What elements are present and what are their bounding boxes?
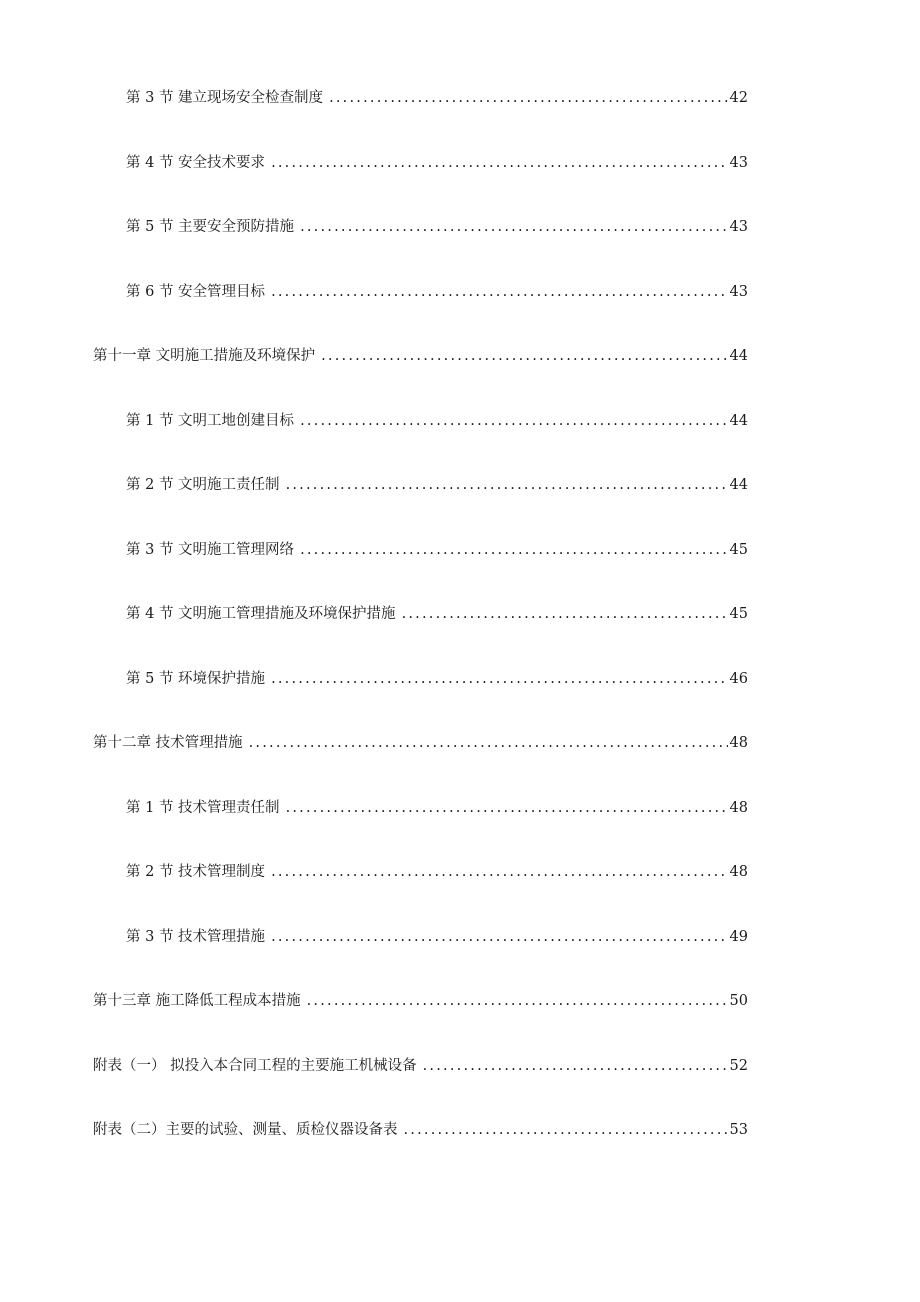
toc-page-number: 53 (729, 1122, 748, 1138)
toc-entry-title: 第 4 节 文明施工管理措施及环境保护措施 (126, 606, 396, 622)
toc-dot-leader (307, 989, 728, 1013)
toc-dot-leader (271, 151, 727, 175)
toc-entry[interactable] (126, 796, 748, 820)
toc-page-number: 44 (729, 348, 748, 364)
toc-entry[interactable] (126, 409, 748, 433)
toc-entry-title: 第十二章 技术管理措施 (93, 735, 243, 751)
toc-page-number: 43 (729, 284, 748, 300)
toc-dot-leader (423, 1054, 728, 1078)
toc-entry-title: 附表（二）主要的试验、测量、质检仪器设备表 (93, 1122, 398, 1138)
toc-entry-title: 第 1 节 文明工地创建目标 (126, 413, 295, 429)
toc-entry[interactable] (126, 667, 748, 691)
toc-entry[interactable] (126, 86, 748, 110)
toc-dot-leader (249, 731, 728, 755)
toc-entry[interactable] (126, 151, 748, 175)
toc-entry[interactable] (126, 602, 748, 626)
toc-dot-leader (321, 344, 727, 368)
toc-entry[interactable] (93, 731, 748, 755)
toc-dot-leader (300, 409, 727, 433)
toc-dot-leader (300, 215, 727, 239)
toc-page-number: 45 (729, 542, 748, 558)
toc-dot-leader (271, 860, 727, 884)
toc-page-number: 52 (729, 1058, 748, 1074)
toc-entry[interactable] (126, 538, 748, 562)
toc-entry[interactable] (126, 860, 748, 884)
toc-entry[interactable] (126, 473, 748, 497)
toc-entry[interactable] (93, 344, 748, 368)
toc-entry[interactable] (93, 1118, 748, 1142)
toc-entry-title: 第 1 节 技术管理责任制 (126, 800, 280, 816)
toc-dot-leader (286, 473, 728, 497)
toc-page-number: 48 (729, 735, 748, 751)
toc-entry-title: 第十一章 文明施工措施及环境保护 (93, 348, 316, 364)
toc-page-number: 50 (729, 993, 748, 1009)
toc-dot-leader (271, 925, 727, 949)
toc-dot-leader (404, 1118, 728, 1142)
toc-entry-title: 第 3 节 建立现场安全检查制度 (126, 90, 324, 106)
toc-page-number: 48 (729, 800, 748, 816)
toc-dot-leader (286, 796, 728, 820)
toc-entry-title: 第 2 节 文明施工责任制 (126, 477, 280, 493)
toc-entry-title: 第 3 节 技术管理措施 (126, 929, 266, 945)
toc-entry-title: 第 5 节 环境保护措施 (126, 671, 266, 687)
toc-dot-leader (271, 667, 727, 691)
toc-entry[interactable] (126, 215, 748, 239)
toc-dot-leader (329, 86, 727, 110)
toc-entry-title: 第 3 节 文明施工管理网络 (126, 542, 295, 558)
toc-dot-leader (271, 280, 727, 304)
toc-page-number: 44 (729, 477, 748, 493)
toc-entry-title: 附表（一） 拟投入本合同工程的主要施工机械设备 (93, 1058, 417, 1074)
toc-entry[interactable] (93, 989, 748, 1013)
toc-page-number: 45 (729, 606, 748, 622)
toc-page-number: 49 (729, 929, 748, 945)
toc-dot-leader (300, 538, 727, 562)
toc-page-number: 46 (729, 671, 748, 687)
toc-entry-title: 第 5 节 主要安全预防措施 (126, 219, 295, 235)
toc-page-number: 43 (729, 219, 748, 235)
toc-entry[interactable] (126, 280, 748, 304)
toc-page-number: 42 (729, 90, 748, 106)
toc-page-number: 44 (729, 413, 748, 429)
toc-entry-title: 第 6 节 安全管理目标 (126, 284, 266, 300)
toc-page-number: 48 (729, 864, 748, 880)
toc-page-number: 43 (729, 155, 748, 171)
toc-entry[interactable] (93, 1054, 748, 1078)
toc-dot-leader (402, 602, 728, 626)
toc-entry[interactable] (126, 925, 748, 949)
toc-entry-title: 第 2 节 技术管理制度 (126, 864, 266, 880)
toc-entry-title: 第十三章 施工降低工程成本措施 (93, 993, 301, 1009)
toc-entry-title: 第 4 节 安全技术要求 (126, 155, 266, 171)
